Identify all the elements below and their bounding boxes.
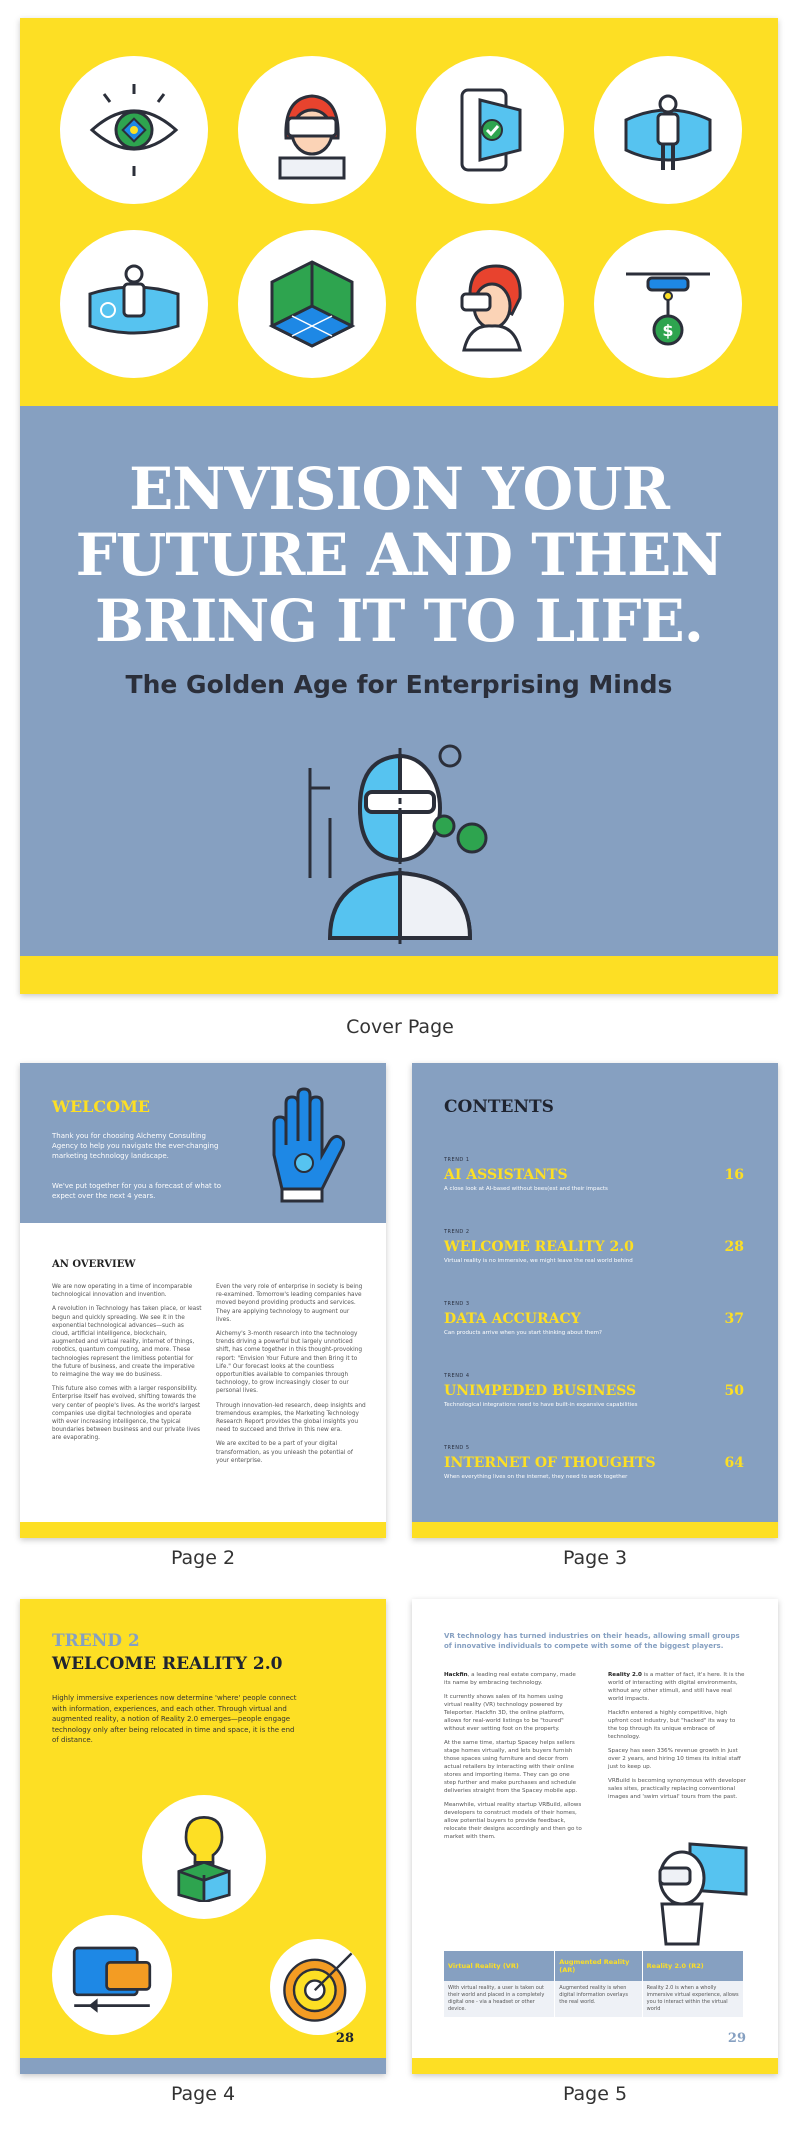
article-text: is a matter of fact, it's here. It is the world of interacting with digital environments, without any other stimuli, and still have real world impacts. bbox=[608, 1672, 745, 1702]
lead-paragraph: VR technology has turned industries on their heads, allowing small groups of innovative individuals to compete with some of the biggest players. bbox=[444, 1632, 740, 1650]
page-4 bbox=[20, 1599, 386, 2074]
article-text: It currently shows sales of its homes using virtual reality (VR) technology powered by Teleporter. Hackfin 3D, the online platform, allows for real-world listings to be "toured" without ever setting foot on the property. bbox=[444, 1694, 565, 1732]
page-3-footer-bar bbox=[412, 1522, 778, 1538]
cover-title-line: BRING IT TO LIFE. bbox=[95, 587, 703, 655]
table-cell: Reality 2.0 is when a wholly immersive virtual experience, allows you to interact within the virtual world bbox=[642, 1981, 743, 2017]
toc-trend-label: TREND 5 bbox=[444, 1445, 470, 1451]
page-2 bbox=[20, 1063, 386, 1538]
table-row bbox=[444, 1981, 744, 2017]
overview-paragraph: A revolution in Technology has taken place, or least begun and quickly spreading. We see it in the exponential technological advances—such as cloud, artificial intelligence, blockchain, augmented and virtual reality, internet of things, robotics, quantum computing, and more. These technologies represent the limitless potential for the future of business, and create the imperative to reimagine the way we do business. bbox=[52, 1306, 202, 1379]
toc-page-number: 37 bbox=[724, 1311, 744, 1327]
caption-page-5: Page 5 bbox=[562, 2083, 628, 2105]
table-header: Augmented Reality (AR) bbox=[555, 1951, 642, 1981]
toc-page-number: 16 bbox=[724, 1167, 744, 1183]
overview-column-2 bbox=[216, 1283, 366, 1471]
toc-description: Virtual reality is no immersive, we might leave the real world behind bbox=[444, 1258, 633, 1264]
person-curved-screen-icon bbox=[60, 230, 208, 378]
toc-title-row bbox=[444, 1311, 744, 1327]
table-cell: With virtual reality, a user is taken out their world and placed in a completely digital one - via a headset or other device. bbox=[444, 1981, 555, 2017]
toc-page-number: 64 bbox=[724, 1455, 744, 1471]
eye-icon bbox=[60, 56, 208, 204]
overview-paragraph: Through innovation-led research, deep insights and tremendous examples, the Marketing Technology Research Report provides the global insights you need to succeed and thrive in this new era. bbox=[216, 1402, 366, 1434]
toc-trend-label: TREND 4 bbox=[444, 1373, 470, 1379]
cover-subtitle: The Golden Age for Enterprising Minds bbox=[125, 670, 673, 699]
article-paragraph bbox=[444, 1671, 582, 1687]
vr-headset-profile-icon bbox=[416, 230, 564, 378]
overview-paragraph: This future also comes with a larger responsibility. Enterprise itself has evolved, shifting towards the very center of people's lives. As the world's largest companies use digital technologies and operate with ever increasing intelligence, the typical boundaries between business and our private lives are evaporating. bbox=[52, 1386, 201, 1442]
article-text: Hackfin entered a highly competitive, high upfront cost industry, but "hacked" its way to the top through its unique embrace of technology. bbox=[608, 1710, 736, 1740]
overview-column-1 bbox=[52, 1283, 202, 1449]
overview-paragraph: We are excited to be a part of your digital transformation, as you unleash the potential of your enterprise. bbox=[216, 1441, 353, 1464]
article-column-1 bbox=[444, 1671, 582, 1847]
page-3 bbox=[412, 1063, 778, 1538]
toc-title: UNIMPEDED BUSINESS bbox=[444, 1383, 637, 1399]
article-paragraph bbox=[608, 1709, 746, 1741]
caption-page-2: Page 2 bbox=[170, 1547, 236, 1569]
toc-title: WELCOME REALITY 2.0 bbox=[444, 1239, 634, 1255]
table-header-row bbox=[444, 1951, 744, 1981]
welcome-paragraph: Thank you for choosing Alchemy Consulting Agency to help you navigate the ever-changing marketing technology landscape. bbox=[52, 1132, 219, 1160]
toc-title: AI ASSISTANTS bbox=[444, 1167, 568, 1183]
caption-page-4: Page 4 bbox=[170, 2083, 236, 2105]
page-2-footer-bar bbox=[20, 1522, 386, 1538]
toc-title: DATA ACCURACY bbox=[444, 1311, 581, 1327]
robotic-glove-icon bbox=[252, 1085, 352, 1205]
toc-title-row bbox=[444, 1239, 744, 1255]
toc-page-number: 28 bbox=[724, 1239, 744, 1255]
toc-description: Can products arrive when you start thinking about them? bbox=[444, 1330, 602, 1336]
table-header: Reality 2.0 (R2) bbox=[642, 1951, 743, 1981]
article-text: , a leading real estate company, made its name by embracing technology. bbox=[444, 1672, 576, 1686]
article-paragraph bbox=[608, 1747, 746, 1771]
overview-paragraph: Even the very role of enterprise in society is being re-examined. Tomorrow's leading companies have moved beyond providing products and services. They are applying technology to augment our lives. bbox=[216, 1284, 363, 1323]
toc-trend-label: TREND 3 bbox=[444, 1301, 470, 1307]
svg-text:$: $ bbox=[662, 321, 674, 340]
half-robot-human-icon bbox=[290, 728, 510, 948]
trend-title: WELCOME REALITY 2.0 bbox=[52, 1654, 283, 1674]
page-4-footer-bar bbox=[20, 2058, 386, 2074]
article-paragraph bbox=[608, 1777, 746, 1801]
toc-trend-label: TREND 2 bbox=[444, 1229, 470, 1235]
contents-title: CONTENTS bbox=[444, 1097, 554, 1117]
drone-money-icon bbox=[594, 230, 742, 378]
toc-item[interactable] bbox=[444, 1157, 744, 1192]
toc-title-row bbox=[444, 1383, 744, 1399]
trend-label: TREND 2 bbox=[52, 1631, 140, 1651]
table-header: Virtual Reality (VR) bbox=[444, 1951, 555, 1981]
target-arrow-icon bbox=[270, 1939, 366, 2035]
vr-user-figure-icon bbox=[642, 1834, 752, 1954]
lightbulb-box-icon bbox=[142, 1795, 266, 1919]
toc-title: INTERNET OF THOUGHTS bbox=[444, 1455, 656, 1471]
article-paragraph bbox=[444, 1693, 582, 1733]
toc-item[interactable] bbox=[444, 1301, 744, 1336]
reality-comparison-table bbox=[444, 1951, 744, 2017]
article-paragraph bbox=[444, 1739, 582, 1795]
article-column-2 bbox=[608, 1671, 746, 1807]
article-text: VRBuild is becoming synonymous with developer sales sites, practically replacing conventional images and 'swim virtual' tours from the past. bbox=[608, 1778, 746, 1800]
cover-title bbox=[20, 456, 778, 654]
toc-page-number: 50 bbox=[724, 1383, 744, 1399]
toc-title-row bbox=[444, 1167, 744, 1183]
caption-cover: Cover Page bbox=[346, 1016, 454, 1038]
video-chat-icon bbox=[52, 1915, 172, 2035]
toc-description: Technological integrations need to have built-in expansive capabilities bbox=[444, 1402, 638, 1408]
page-5 bbox=[412, 1599, 778, 2074]
page-number: 28 bbox=[335, 2031, 354, 2046]
article-text: At the same time, startup Spacey helps sellers stage homes virtually, and lets buyers furnish those spaces using furniture and decor from actual retailers by interacting with their online stores and importing items. They can go one step further and make purchases and schedule deliveries straight from the Spacey mobile app. bbox=[444, 1740, 578, 1794]
cover-title-line: FUTURE AND THEN bbox=[75, 521, 723, 589]
article-text: Spacey has seen 336% revenue growth in just over 2 years, and hiring 10 times its initial staff just to keep up. bbox=[608, 1748, 741, 1770]
toc-item[interactable] bbox=[444, 1229, 744, 1264]
toc-description: When everything lives on the internet, they need to work together bbox=[444, 1474, 628, 1480]
vr-headset-woman-icon bbox=[238, 56, 386, 204]
overview-paragraph: Alchemy's 3-month research into the technology trends driving a powerful but largely unnoticed shift, has come together in this thought-provoking report: "Envision Your Future and then Bring it to Life." Our forecast looks at the countless opportunities available to companies through technology, to grow increasingly closer to our personal lives. bbox=[216, 1331, 363, 1395]
smartphone-hologram-icon bbox=[416, 56, 564, 204]
toc-item[interactable] bbox=[444, 1445, 744, 1480]
overview-paragraph: We are now operating in a time of incomparable technological innovation and invention. bbox=[52, 1284, 193, 1299]
overview-title: AN OVERVIEW bbox=[52, 1259, 136, 1270]
article-bold: Reality 2.0 bbox=[608, 1672, 642, 1678]
toc-trend-label: TREND 1 bbox=[444, 1157, 470, 1163]
article-text: Meanwhile, virtual reality startup VRBuild, allows developers to construct models of their homes, allow potential buyers to provide feedback, relocate their designs accordingly and then go to market with them. bbox=[444, 1802, 582, 1840]
table-cell: Augmented reality is when digital information overlays the real world. bbox=[555, 1981, 642, 2017]
toc-title-row bbox=[444, 1455, 744, 1471]
trend-paragraph: Highly immersive experiences now determine 'where' people connect with information, experiences, and each other. Through virtual and augmented reality, a notion of Reality 2.0 emerges—people engage technology only after being relocated in time and space, it is the end of distance. bbox=[52, 1694, 297, 1744]
welcome-title: WELCOME bbox=[52, 1097, 150, 1116]
welcome-paragraph: We've put together for you a forecast of what to expect over the next 4 years. bbox=[52, 1182, 222, 1200]
page-5-footer-bar bbox=[412, 2058, 778, 2074]
cover-title-line: ENVISION YOUR bbox=[129, 455, 669, 523]
cube-grid-icon bbox=[238, 230, 386, 378]
article-bold: Hackfin bbox=[444, 1672, 468, 1678]
toc-item[interactable] bbox=[444, 1373, 744, 1408]
toc-description: A close look at AI-based without bees(est and their impacts bbox=[444, 1186, 608, 1192]
article-paragraph bbox=[444, 1801, 582, 1841]
caption-page-3: Page 3 bbox=[562, 1547, 628, 1569]
person-hologram-ring-icon bbox=[594, 56, 742, 204]
cover-page bbox=[20, 18, 778, 994]
page-number: 29 bbox=[727, 2031, 746, 2046]
article-paragraph bbox=[608, 1671, 746, 1703]
